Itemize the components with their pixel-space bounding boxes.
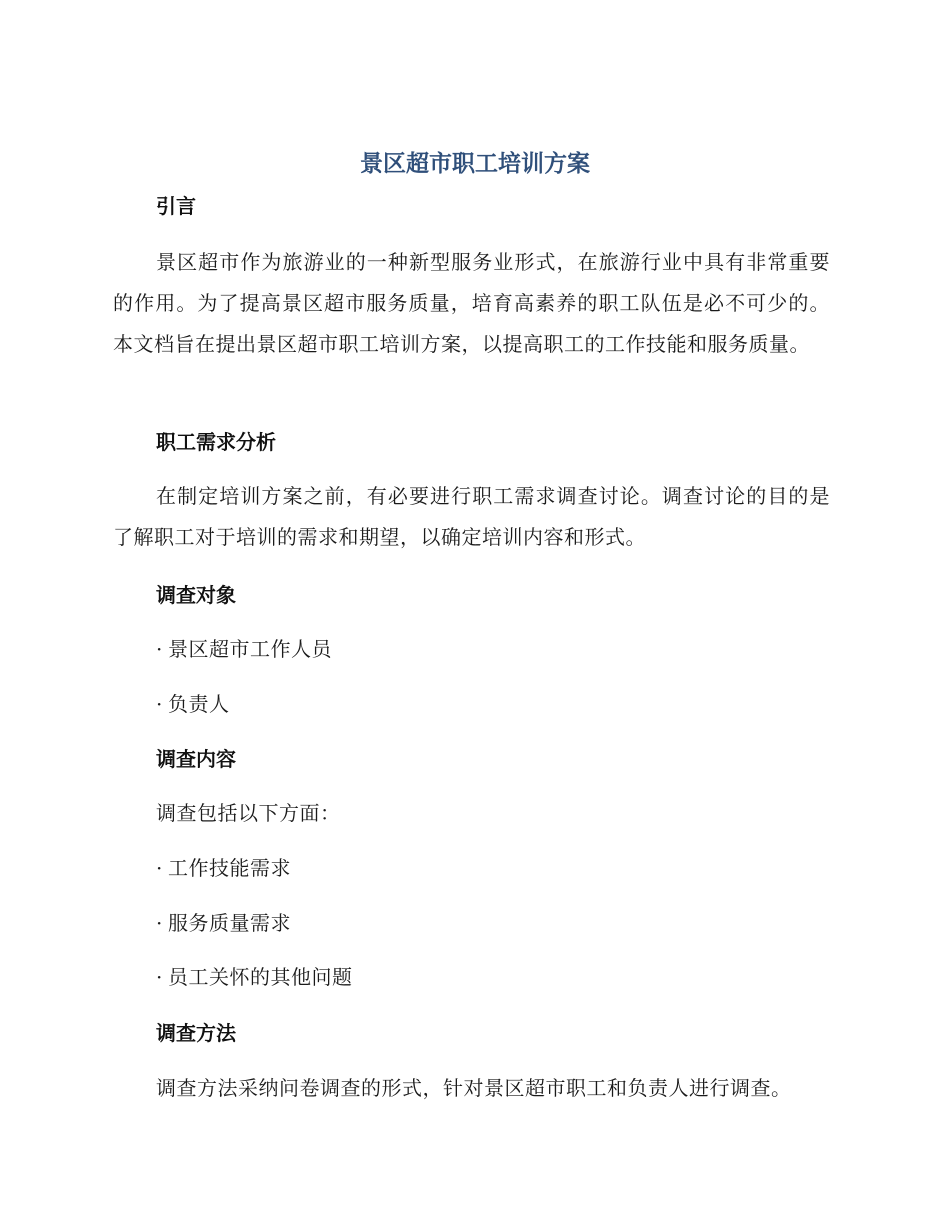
- bullet-icon: ·: [156, 637, 163, 661]
- list-item: [113, 853, 873, 883]
- section-heading-intro: 引言: [156, 194, 196, 218]
- section-heading-survey-method: 调查方法: [156, 1021, 236, 1045]
- list-item-text: 服务质量需求: [168, 911, 291, 935]
- list-item-text: 工作技能需求: [168, 856, 291, 880]
- needs-paragraph: 在制定培训方案之前，有必要进行职工需求调查讨论。调查讨论的目的是了解职工对于培训的需求和期望，以确定培训内容和形式。: [113, 484, 830, 549]
- list-item: [113, 634, 873, 664]
- bullet-icon: ·: [156, 692, 163, 716]
- document-title: 景区超市职工培训方案: [360, 151, 590, 177]
- intro-paragraph: 景区超市作为旅游业的一种新型服务业形式，在旅游行业中具有非常重要的作用。为了提高景区超市服务质量，培育高素养的职工队伍是必不可少的。本文档旨在提出景区超市职工培训方案，以提高职工的工作技能和服务质量。: [113, 250, 830, 356]
- list-item-text: 景区超市工作人员: [168, 637, 332, 661]
- list-item-text: 负责人: [168, 692, 230, 716]
- list-item: [113, 962, 873, 992]
- bullet-icon: ·: [156, 965, 163, 989]
- list-item: [113, 908, 873, 938]
- content-intro-text: 调查包括以下方面：: [156, 801, 341, 825]
- list-item-text: 员工关怀的其他问题: [168, 965, 353, 989]
- bullet-icon: ·: [156, 911, 163, 935]
- bullet-icon: ·: [156, 856, 163, 880]
- section-heading-needs-analysis: 职工需求分析: [156, 430, 276, 454]
- section-heading-survey-subjects: 调查对象: [156, 583, 236, 607]
- list-item: [113, 689, 873, 719]
- method-paragraph: 调查方法采纳问卷调查的形式，针对景区超市职工和负责人进行调查。: [156, 1076, 792, 1100]
- section-heading-survey-content: 调查内容: [156, 747, 236, 771]
